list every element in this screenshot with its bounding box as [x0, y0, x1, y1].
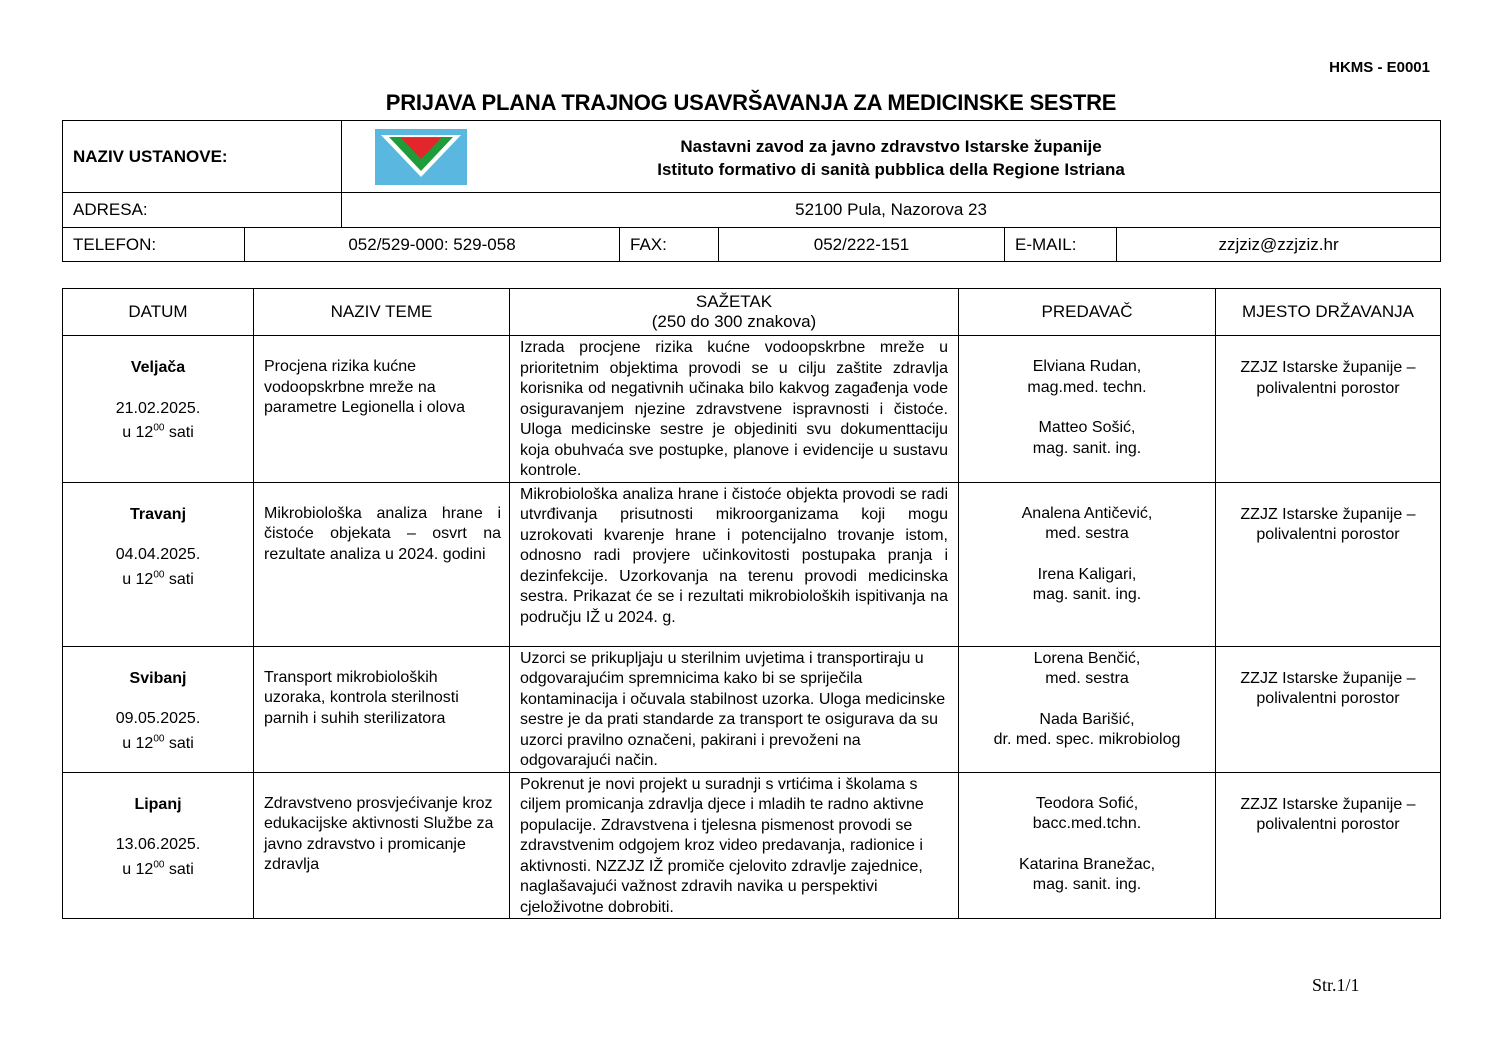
summary-cell: Mikrobiološka analiza hrane i čistoće objekta provodi se radi utvrđivanja prisutnosti mikroorganizama koji mogu uzrokovati kvarenje hrane i potencijalno trovanje istom, odnosno radi provjere učinkovitosti postupaka pranja i dezinfekcije. Uzorkovanja na terenu provodi medicinska sestra. Prikazat će se i rezultati mikrobioloških ispitivanja na području IŽ u 2024. g.	[510, 482, 959, 646]
month: Svibanj	[129, 669, 187, 687]
time: u $12^{00}$ sati	[122, 569, 194, 588]
date: 13.06.2025.	[115, 836, 201, 853]
lecturer-1-name: Analena Antičević,	[1021, 504, 1153, 522]
institution-name-it: Istituto formativo di sanità pubblica della Regione Istriana	[657, 159, 1125, 179]
date-cell	[63, 646, 254, 772]
table-row	[63, 336, 1441, 483]
location-cell: ZZJZ Istarske županije – polivalentni porostor	[1216, 772, 1441, 919]
lecturer-2-title: mag. sanit. ing.	[1032, 439, 1142, 457]
time: u $12^{00}$ sati	[122, 859, 194, 878]
column-header-date: DATUM	[63, 289, 254, 336]
lecturer-1-name: Lorena Benčić,	[1033, 649, 1141, 667]
institution-logo-icon	[375, 129, 467, 185]
email-label: E-MAIL:	[1005, 228, 1117, 262]
column-header-location: MJESTO DRŽAVANJA	[1216, 289, 1441, 336]
location-cell: ZZJZ Istarske županije – polivalentni porostor	[1216, 336, 1441, 483]
topic-cell: Zdravstveno prosvjećivanje kroz edukacijske aktivnosti Službe za javno zdravstvo i promicanje zdravlja	[254, 772, 510, 919]
fax-value: 052/222-151	[719, 228, 1005, 262]
table-row	[63, 772, 1441, 919]
lecturer-1-name: Teodora Sofić,	[1035, 794, 1139, 812]
lecturer-2-name: Matteo Sošić,	[1038, 419, 1136, 436]
fax-label: FAX:	[620, 228, 719, 262]
institution-name-cell	[342, 121, 1441, 193]
month: Veljača	[130, 359, 186, 376]
month: Travanj	[129, 505, 187, 523]
summary-cell: Uzorci se prikupljaju u sterilnim uvjetima i transportiraju u odgovarajućim spremnicima kako bi se spriječila kontaminacija i očuvala stabilnost uzorka. Uloga medicinske sestre je da prati standarde za transport te osigurava da su uzorci pravilno označeni, pakirani i prevoženi na odgovarajući način.	[510, 646, 959, 772]
location-cell: ZZJZ Istarske županije – polivalentni porostor	[1216, 646, 1441, 772]
column-header-summary-title: SAŽETAK	[695, 292, 773, 311]
lecturer-2-name: Katarina Branežac,	[1018, 855, 1156, 873]
page-number: Str.1/1	[1312, 975, 1360, 995]
column-header-summary	[510, 289, 959, 336]
lecturer-1-title: med. sestra	[1045, 525, 1129, 542]
topic-cell: Transport mikrobioloških uzoraka, kontrola sterilnosti parnih i suhih sterilizatora	[254, 646, 510, 772]
lecturer-cell	[959, 482, 1216, 646]
lecturer-1-title: mag.med. techn.	[1027, 378, 1147, 396]
lecturer-2-name: Irena Kaligari,	[1037, 565, 1137, 583]
column-header-lecturer: PREDAVAČ	[959, 289, 1216, 336]
table-row	[63, 646, 1441, 772]
date-cell	[63, 772, 254, 919]
summary-cell: Izrada procjene rizika kućne vodoopskrbne mreže u prioritetnim objektima provodi se u cilju zaštite zdravlja korisnika od negativnih učinaka bilo kakvog zagađenja vode osiguravanjem njezine zdravstvene ispravnosti i čistoće. Uloga medicinske sestre je objediniti svu dokumenttaciju koja obuhvaća sve postupke, planove i evidencije u sustavu kontrole.	[510, 336, 959, 483]
document-code: HKMS - E0001	[1329, 59, 1430, 76]
page-title: PRIJAVA PLANA TRAJNOG USAVRŠAVANJA ZA MEDICINSKE SESTRE	[385, 90, 1117, 115]
topic-cell: Mikrobiološka analiza hrane i čistoće objekata – osvrt na rezultate analiza u 2024. godini	[254, 482, 510, 646]
date: 21.02.2025.	[115, 399, 201, 417]
column-header-summary-subtitle: (250 do 300 znakova)	[651, 312, 817, 331]
lecturer-cell	[959, 646, 1216, 772]
lecturer-cell	[959, 772, 1216, 919]
lecturer-1-title: bacc.med.tchn.	[1032, 815, 1142, 832]
address-label: ADRESA:	[63, 193, 342, 228]
institution-name-hr: Nastavni zavod za javno zdravstvo Istarske županije	[680, 136, 1102, 156]
date: 09.05.2025.	[115, 710, 201, 727]
phone-value: 052/529-000: 529-058	[245, 228, 620, 262]
lecturer-2-name: Nada Barišić,	[1039, 710, 1135, 728]
date-cell	[63, 336, 254, 483]
lecturer-1-title: med. sestra	[1045, 670, 1129, 687]
location-cell: ZZJZ Istarske županije – polivalentni porostor	[1216, 482, 1441, 646]
date: 04.04.2025.	[115, 546, 201, 563]
time: u $12^{00}$ sati	[122, 423, 194, 442]
phone-label: TELEFON:	[63, 228, 245, 262]
lecturer-2-title: mag. sanit. ing.	[1032, 586, 1142, 603]
table-row	[63, 482, 1441, 646]
topic-cell: Procjena rizika kućne vodoopskrbne mreže na parametre Legionella i olova	[254, 336, 510, 483]
address-value: 52100 Pula, Nazorova 23	[342, 193, 1441, 228]
time: u $12^{00}$ sati	[122, 733, 194, 752]
lecturer-cell	[959, 336, 1216, 483]
lecturer-2-title: dr. med. spec. mikrobiolog	[993, 731, 1181, 748]
education-plan-table	[62, 288, 1441, 919]
column-header-topic: NAZIV TEME	[254, 289, 510, 336]
lecturer-2-title: mag. sanit. ing.	[1032, 876, 1142, 893]
email-value: zzjziz@zzjziz.hr	[1117, 228, 1441, 262]
summary-cell: Pokrenut je novi projekt u suradnji s vrtićima i školama s ciljem promicanja zdravlja djece i mladih te radno aktivne populacije. Zdravstvena i tjelesna pismenost provodi se zdravstvenim odgojem kroz video predavanja, radionice i aktivnosti. NZZJZ IŽ promiče cjelovito zdravlje zajednice, naglašavajući važnost zdravih navika u perspektivi cjeloživotne dobrobiti.	[510, 772, 959, 919]
lecturer-1-name: Elviana Rudan,	[1032, 358, 1142, 375]
institution-label: NAZIV USTANOVE:	[63, 121, 342, 193]
date-cell	[63, 482, 254, 646]
month: Lipanj	[134, 795, 182, 813]
institution-info-table	[62, 120, 1441, 262]
